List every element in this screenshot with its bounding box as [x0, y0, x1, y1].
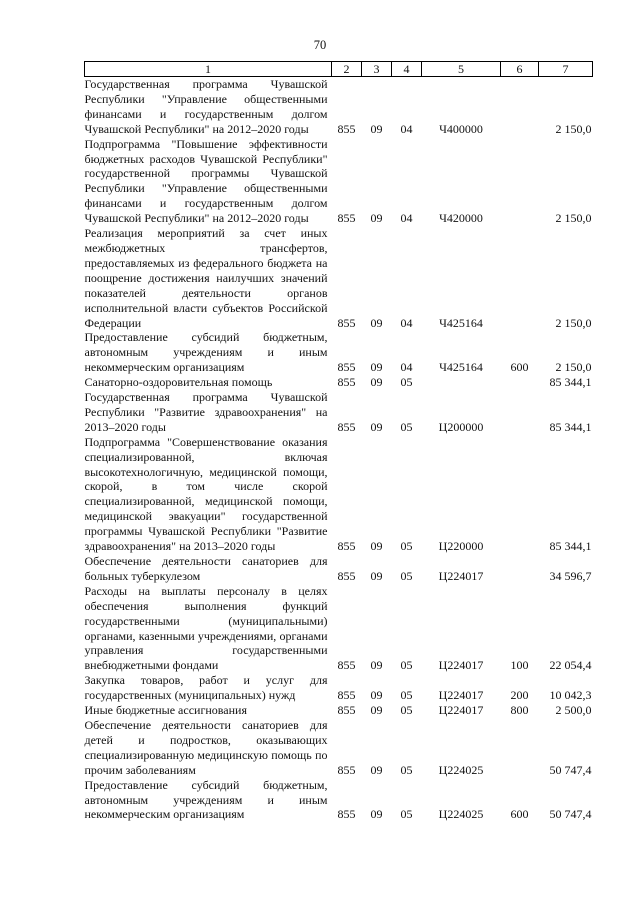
row-col-3: 09: [370, 807, 383, 822]
row-col-4: 05: [400, 762, 413, 777]
header-col-4: 4: [392, 62, 422, 77]
row-col-3: 09: [370, 121, 383, 136]
row-name: Предоставление субсидий бюджетным, автономным учреждениям и иным некоммерческим организациям: [84, 330, 328, 375]
row-name: Государственная программа Чувашской Республики "Управление общественными финансами и государственным долгом Чувашской Республики" на 2012–2020 годы: [84, 77, 328, 136]
row-col-5: Ч425164: [439, 315, 483, 330]
row-col-6: 600: [510, 360, 529, 375]
row-col-4: 04: [400, 121, 413, 136]
row-col-7: 2 150,0: [555, 211, 592, 226]
header-col-3: 3: [362, 62, 392, 77]
row-col-4: 05: [400, 658, 413, 673]
row-col-6: [501, 554, 539, 584]
row-col-7: 85 344,1: [549, 419, 592, 434]
row-col-6: 100: [510, 658, 529, 673]
row-col-2: 855: [337, 315, 356, 330]
row-col-3: 09: [370, 375, 383, 390]
row-col-7: 22 054,4: [549, 658, 592, 673]
row-col-5: Ц224025: [438, 807, 484, 822]
table-row: [85, 584, 593, 673]
header-col-6: 6: [501, 62, 539, 77]
row-col-3: 09: [370, 419, 383, 434]
row-col-2: 855: [337, 211, 356, 226]
table-row: [85, 390, 593, 435]
header-col-2: 2: [332, 62, 362, 77]
row-col-7: 50 747,4: [549, 762, 592, 777]
row-col-6: 800: [510, 703, 529, 718]
row-name: Обеспечение деятельности санаториев для больных туберкулезом: [84, 554, 328, 583]
row-name: Обеспечение деятельности санаториев для детей и подростков, оказывающих специализированную медицинскую помощь по прочим заболеваниям: [84, 717, 328, 777]
row-col-6: [501, 226, 539, 330]
row-col-4: 05: [400, 568, 413, 583]
row-col-3: 09: [370, 360, 383, 375]
row-col-4: 04: [400, 315, 413, 330]
row-col-7: 34 596,7: [549, 568, 592, 583]
row-col-2: 855: [337, 688, 356, 703]
row-col-2: 855: [337, 121, 356, 136]
table-row: [85, 718, 593, 778]
table-row: [85, 137, 593, 226]
row-col-5: Ч425164: [439, 360, 483, 375]
row-col-2: 855: [337, 807, 356, 822]
table-row: [85, 435, 593, 554]
row-col-4: 04: [400, 360, 413, 375]
row-name: Расходы на выплаты персоналу в целях обеспечения выполнения функций государственными (муниципальными) органами, казенными учреждениями, органами управления государственными внебюджетными фондами: [84, 583, 328, 673]
row-col-4: 05: [400, 539, 413, 554]
row-col-3: 09: [370, 688, 383, 703]
row-name: Реализация мероприятий за счет иных межбюджетных трансфертов, предоставляемых из федерального бюджета на поощрение достижения наилучших значений показателей деятельности органов исполнительной власти субъектов Российской Федерации: [84, 226, 328, 330]
row-col-7: 85 344,1: [549, 375, 592, 390]
row-col-7: 10 042,3: [549, 688, 592, 703]
row-col-3: 09: [370, 315, 383, 330]
row-col-6: 200: [510, 688, 529, 703]
row-col-7: 85 344,1: [549, 539, 592, 554]
row-col-5: Ц220000: [438, 539, 484, 554]
row-col-6: [501, 390, 539, 435]
table-row: [85, 375, 593, 390]
row-col-7: 2 150,0: [555, 315, 592, 330]
row-col-5: Ц224017: [438, 568, 484, 583]
table-row: [85, 77, 593, 137]
row-col-3: 09: [370, 568, 383, 583]
row-col-3: 09: [370, 658, 383, 673]
budget-table: [84, 61, 593, 822]
table-header-row: [85, 62, 593, 77]
row-name: Санаторно-оздоровительная помощь: [84, 375, 273, 390]
row-col-6: 600: [510, 807, 529, 822]
row-col-4: 04: [400, 211, 413, 226]
row-name: Подпрограмма "Повышение эффективности бюджетных расходов Чувашской Республики" государственной программы Чувашской Республики "Управление общественными финансами и государственным долгом Чувашской Республики" на 2012–2020 годы: [84, 136, 328, 226]
row-col-5: Ч420000: [439, 211, 483, 226]
row-col-2: 855: [337, 762, 356, 777]
row-col-3: 09: [370, 211, 383, 226]
row-col-6: [501, 375, 539, 390]
table-row: [85, 226, 593, 330]
row-col-7: 2 150,0: [555, 121, 592, 136]
row-col-3: 09: [370, 762, 383, 777]
row-col-5: Ч400000: [439, 121, 483, 136]
row-col-4: 05: [400, 807, 413, 822]
header-col-5: 5: [422, 62, 501, 77]
row-col-4: 05: [400, 419, 413, 434]
row-col-2: 855: [337, 703, 356, 718]
row-col-5: Ц224025: [438, 762, 484, 777]
header-col-1: 1: [85, 62, 332, 77]
row-col-2: 855: [337, 419, 356, 434]
row-col-7: 2 500,0: [555, 703, 592, 718]
row-col-2: 855: [337, 568, 356, 583]
row-col-5: Ц224017: [438, 688, 484, 703]
table-row: [85, 778, 593, 823]
row-col-4: 05: [400, 688, 413, 703]
table-row: [85, 554, 593, 584]
row-col-4: 05: [400, 375, 413, 390]
row-col-7: 2 150,0: [555, 360, 592, 375]
row-col-3: 09: [370, 539, 383, 554]
page-number: 70: [313, 38, 327, 52]
row-col-6: [501, 718, 539, 778]
row-col-2: 855: [337, 539, 356, 554]
row-col-5: Ц200000: [438, 419, 484, 434]
row-col-6: [501, 137, 539, 226]
header-col-7: 7: [539, 62, 593, 77]
row-col-5: Ц224017: [438, 703, 484, 718]
row-col-6: [501, 77, 539, 137]
row-col-3: 09: [370, 703, 383, 718]
row-name: Подпрограмма "Совершенствование оказания специализированной, включая высокотехнологичную, медицинской помощи, скорой, в том числе скорой специализированной, медицинской помощи, медицинской эвакуации" государственной программы Чувашской Республики "Развитие здравоохранения" на 2013–2020 годы: [84, 434, 328, 554]
row-name: Иные бюджетные ассигнования: [84, 703, 247, 718]
row-col-2: 855: [337, 375, 356, 390]
row-col-6: [501, 435, 539, 554]
row-col-4: 05: [400, 703, 413, 718]
row-name: Закупка товаров, работ и услуг для государственных (муниципальных) нужд: [84, 673, 328, 703]
table-row: [85, 330, 593, 375]
row-col-5: Ц224017: [438, 658, 484, 673]
row-col-2: 855: [337, 360, 356, 375]
row-col-7: 50 747,4: [549, 807, 592, 822]
row-name: Государственная программа Чувашской Республики "Развитие здравоохранения" на 2013–2020 годы: [84, 390, 328, 434]
row-col-2: 855: [337, 658, 356, 673]
row-col-5: [422, 375, 501, 390]
row-name: Предоставление субсидий бюджетным, автономным учреждениям и иным некоммерческим организациям: [84, 777, 328, 822]
table-row: [85, 703, 593, 718]
table-row: [85, 673, 593, 703]
